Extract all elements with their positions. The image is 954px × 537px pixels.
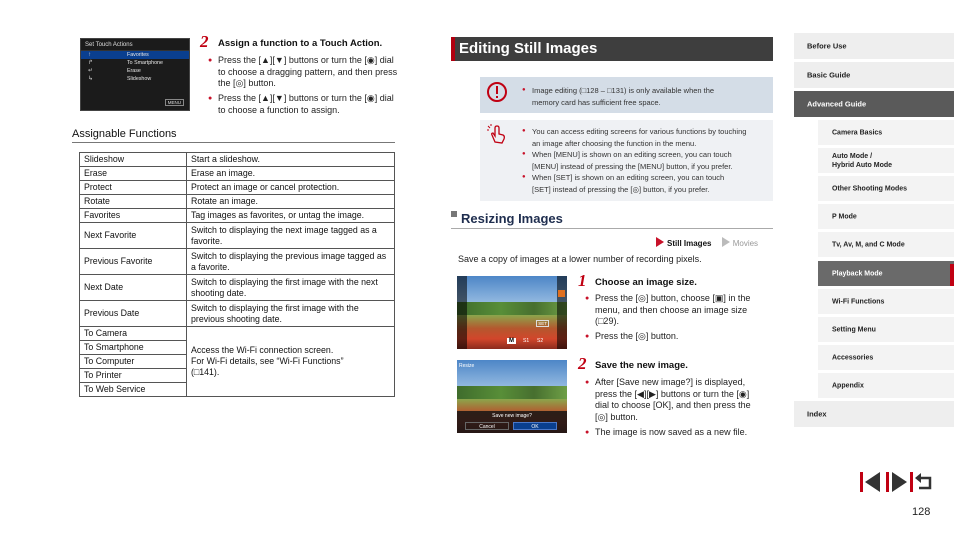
table-row: To Computer <box>80 355 395 369</box>
table-row: Protect Protect an image or cancel protection. <box>80 181 395 195</box>
touch-row: ↑ Favorites <box>81 51 189 59</box>
step-bullet: ● Press the [◎] button, choose [▣] in the menu, and then choose an image size (□29). <box>585 293 761 328</box>
heading-rule <box>72 142 395 143</box>
touch-row: ↵ Erase <box>88 68 141 74</box>
step-bullet: ● Press the [▲][▼] buttons or turn the [◉] dial to choose a function to assign. <box>208 93 398 116</box>
section-marker <box>451 211 457 217</box>
table-row: Slideshow Start a slideshow. <box>80 153 395 167</box>
touch-hand-icon <box>486 124 508 146</box>
table-row: To Web Service <box>80 383 395 397</box>
warning-note <box>480 77 773 113</box>
sidebar-item-auto-mode[interactable]: Auto Mode / Hybrid Auto Mode <box>818 148 954 173</box>
table-row: To Smartphone <box>80 341 395 355</box>
tip-item: ● When [MENU] is shown on an editing screen, you can touch [MENU] instead of pressing the [MENU] button, if you prefer. <box>522 149 770 172</box>
sidebar-item-appendix[interactable]: Appendix <box>818 373 954 398</box>
assignable-functions-table <box>79 152 395 397</box>
table-row: To Camera Access the Wi-Fi connection screen. For Wi-Fi details, see “Wi-Fi Functions” (□141). <box>80 327 395 341</box>
movies-tag: Movies <box>722 237 758 248</box>
tip-item: ● You can access editing screens for various functions by touching an image after choosing the function in the menu. <box>522 126 770 149</box>
ok-button: OK <box>513 422 557 430</box>
still-images-tag: Still Images <box>656 237 711 248</box>
tip-note <box>480 120 773 201</box>
triangle-icon <box>722 237 730 247</box>
table-row: Next Date Switch to displaying the first image with the next shooting date. <box>80 275 395 301</box>
touch-row: ↱ To Smartphone <box>88 60 163 66</box>
table-row: Erase Erase an image. <box>80 167 395 181</box>
touch-actions-title: Set Touch Actions <box>81 39 189 51</box>
set-chip: SET <box>538 321 547 326</box>
next-page-icon[interactable] <box>886 472 908 492</box>
step-number: 2 <box>578 354 587 373</box>
table-row: Previous Favorite Switch to displaying the previous image tagged as a favorite. <box>80 249 395 275</box>
section-heading: Resizing Images <box>451 210 773 229</box>
step-number: 2 <box>200 32 209 51</box>
save-question: Save new image? <box>492 413 532 419</box>
size-s1: S1 <box>523 338 530 344</box>
sidebar-item-accessories[interactable]: Accessories <box>818 345 954 370</box>
triangle-icon <box>656 237 664 247</box>
warning-icon <box>486 81 508 103</box>
assignable-functions-heading: Assignable Functions <box>72 128 177 140</box>
sidebar-item-camera-basics[interactable]: Camera Basics <box>818 120 954 145</box>
save-dialog <box>457 411 567 433</box>
table-row: Next Favorite Switch to displaying the next image tagged as a favorite. <box>80 223 395 249</box>
sidebar-item-tv-av-m-c-mode[interactable]: Tv, Av, M, and C Mode <box>818 232 954 257</box>
menu-badge: MENU <box>165 99 184 106</box>
cancel-button: Cancel <box>465 422 509 430</box>
warning-text: ● Image editing (□128 – □131) is only available when the memory card has sufficient free space. <box>522 85 770 108</box>
wifi-description: Access the Wi-Fi connection screen. For Wi-Fi details, see “Wi-Fi Functions” (□141). <box>187 327 395 397</box>
camera-screen-resize-menu <box>457 276 567 349</box>
step-bullet: ● Press the [▲][▼] buttons or turn the [◉] dial to choose a dragging pattern, and then press the [◎] button. <box>208 55 398 90</box>
step-title: Choose an image size. <box>595 277 697 288</box>
touch-actions-screen <box>80 38 190 111</box>
size-s2: S2 <box>537 338 544 344</box>
step-bullet: ● Press the [◎] button. <box>585 331 761 343</box>
sidebar-item-setting-menu[interactable]: Setting Menu <box>818 317 954 342</box>
sidebar-item-before-use[interactable]: Before Use <box>794 33 954 59</box>
step-bullet: ● The image is now saved as a new file. <box>585 427 765 439</box>
current-section-marker <box>950 264 954 286</box>
sidebar-item-basic-guide[interactable]: Basic Guide <box>794 62 954 88</box>
sidebar-item-advanced-guide[interactable]: Advanced Guide <box>794 91 954 117</box>
left-icon-strip <box>457 276 467 349</box>
camera-screen-save <box>457 360 567 433</box>
table-row: Previous Date Switch to displaying the first image with the previous shooting date. <box>80 301 395 327</box>
sidebar-item-p-mode[interactable]: P Mode <box>818 204 954 229</box>
page-title: Editing Still Images <box>451 37 773 61</box>
page-number: 128 <box>912 506 931 518</box>
sidebar-item-index[interactable]: Index <box>794 401 954 427</box>
table-row: To Printer <box>80 369 395 383</box>
right-icon-strip <box>557 276 567 349</box>
sidebar-item-other-shooting-modes[interactable]: Other Shooting Modes <box>818 176 954 201</box>
step-number: 1 <box>578 271 587 290</box>
previous-page-icon[interactable] <box>860 472 882 492</box>
section-intro: Save a copy of images at a lower number of recording pixels. <box>458 254 702 264</box>
sidebar-item-playback-mode[interactable]: Playback Mode <box>818 261 954 286</box>
sidebar-item-wifi-functions[interactable]: Wi-Fi Functions <box>818 289 954 314</box>
table-row: Rotate Rotate an image. <box>80 195 395 209</box>
step-title: Assign a function to a Touch Action. <box>218 38 383 49</box>
selected-function-icon <box>558 290 565 297</box>
return-icon[interactable] <box>910 472 934 492</box>
tip-item: ● When [SET] is shown on an editing screen, you can touch [SET] instead of pressing the [◎] button, if you prefer. <box>522 172 770 195</box>
mode-tags <box>656 237 766 248</box>
touch-row: ↳ Slideshow <box>88 76 152 82</box>
table-row: Favorites Tag images as favorites, or untag the image. <box>80 209 395 223</box>
resize-label: Resize <box>459 363 475 369</box>
size-m-chip: M <box>509 338 514 344</box>
step-title: Save the new image. <box>595 360 688 371</box>
step-bullet: ● After [Save new image?] is displayed, press the [◀][▶] buttons or turn the [◉] dial to choose [OK], and then press the [◎] button. <box>585 377 765 423</box>
